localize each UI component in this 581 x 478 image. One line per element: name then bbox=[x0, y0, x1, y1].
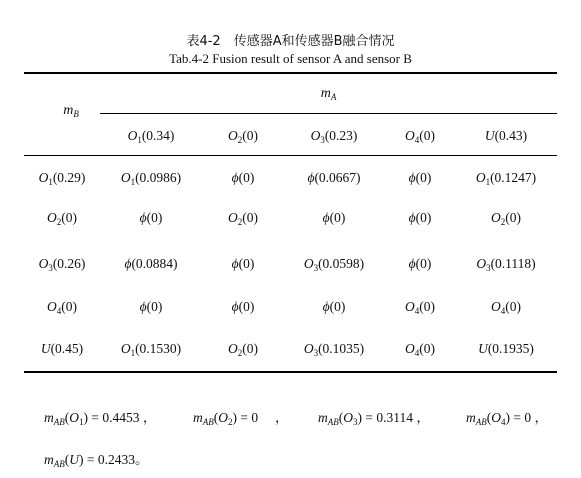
table-cell: ϕ(0) bbox=[322, 299, 346, 314]
fusion-result-equation: $m_{AB}(O_1) = 0.4453$ ， bbox=[44, 410, 157, 427]
table-cell: ϕ(0) bbox=[231, 256, 255, 271]
table-top-rule bbox=[24, 72, 557, 74]
table-header-rule bbox=[24, 155, 557, 156]
table-cell: ϕ(0) bbox=[408, 256, 432, 271]
table-cell: ϕ(0) bbox=[139, 210, 163, 225]
column-header: U(0.43) bbox=[484, 128, 528, 143]
table-cell: $O_3(0.0598)$ bbox=[303, 256, 365, 273]
fusion-result-equation: $m_{AB}(O_4) = 0$ ， bbox=[466, 410, 548, 427]
table-cell: ϕ(0) bbox=[231, 170, 255, 185]
column-header: $O_4(0)$ bbox=[405, 128, 435, 145]
table-cell: $O_4(0)$ bbox=[405, 299, 435, 316]
table-cell: ϕ(0) bbox=[322, 210, 346, 225]
row-header-mb: $m_B$ bbox=[63, 103, 79, 119]
table-caption-english: Tab.4-2 Fusion result of sensor A and sensor B bbox=[169, 51, 412, 66]
table-cell: $O_3(0.1118)$ bbox=[476, 256, 536, 273]
table-cell: U(0.1935) bbox=[478, 341, 534, 356]
table-cell: $O_1(0.0986)$ bbox=[120, 170, 182, 187]
row-label: $O_4(0)$ bbox=[47, 299, 77, 316]
column-group-header-ma: $m_A$ bbox=[320, 86, 337, 102]
table-caption-chinese: 表4-2 传感器A和传感器B融合情况 bbox=[186, 34, 395, 49]
fusion-result-equation: $m_{AB}(U) = 0.2433$。 bbox=[44, 452, 149, 469]
row-label: $O_3(0.26)$ bbox=[38, 256, 86, 273]
row-label: U(0.45) bbox=[40, 341, 84, 356]
table-cell: $O_2(0)$ bbox=[491, 210, 521, 227]
table-cell: ϕ(0.0884) bbox=[124, 256, 178, 271]
fusion-result-equation: $m_{AB}(O_2) = 0$ ， bbox=[193, 410, 289, 427]
table-cell: $O_2(0)$ bbox=[228, 341, 258, 358]
column-header: $O_2(0)$ bbox=[228, 128, 258, 145]
table-cell: ϕ(0) bbox=[408, 170, 432, 185]
column-header: $O_3(0.23)$ bbox=[310, 128, 358, 145]
table-cell: ϕ(0) bbox=[231, 299, 255, 314]
row-label: $O_1(0.29)$ bbox=[38, 170, 86, 187]
table-bottom-rule bbox=[24, 371, 557, 373]
column-group-rule bbox=[100, 113, 557, 114]
table-cell: ϕ(0) bbox=[139, 299, 163, 314]
table-cell: $O_1(0.1530)$ bbox=[120, 341, 182, 358]
table-cell: $O_4(0)$ bbox=[405, 341, 435, 358]
table-cell: $O_1(0.1247)$ bbox=[475, 170, 537, 187]
table-cell: ϕ(0.0667) bbox=[307, 170, 361, 185]
column-header: $O_1(0.34)$ bbox=[127, 128, 175, 145]
table-cell: $O_2(0)$ bbox=[228, 210, 258, 227]
row-label: $O_2(0)$ bbox=[47, 210, 77, 227]
table-cell: $O_3(0.1035)$ bbox=[303, 341, 365, 358]
table-cell: $O_4(0)$ bbox=[491, 299, 521, 316]
fusion-result-equation: $m_{AB}(O_3) = 0.3114$ ， bbox=[318, 410, 430, 427]
table-cell: ϕ(0) bbox=[408, 210, 432, 225]
